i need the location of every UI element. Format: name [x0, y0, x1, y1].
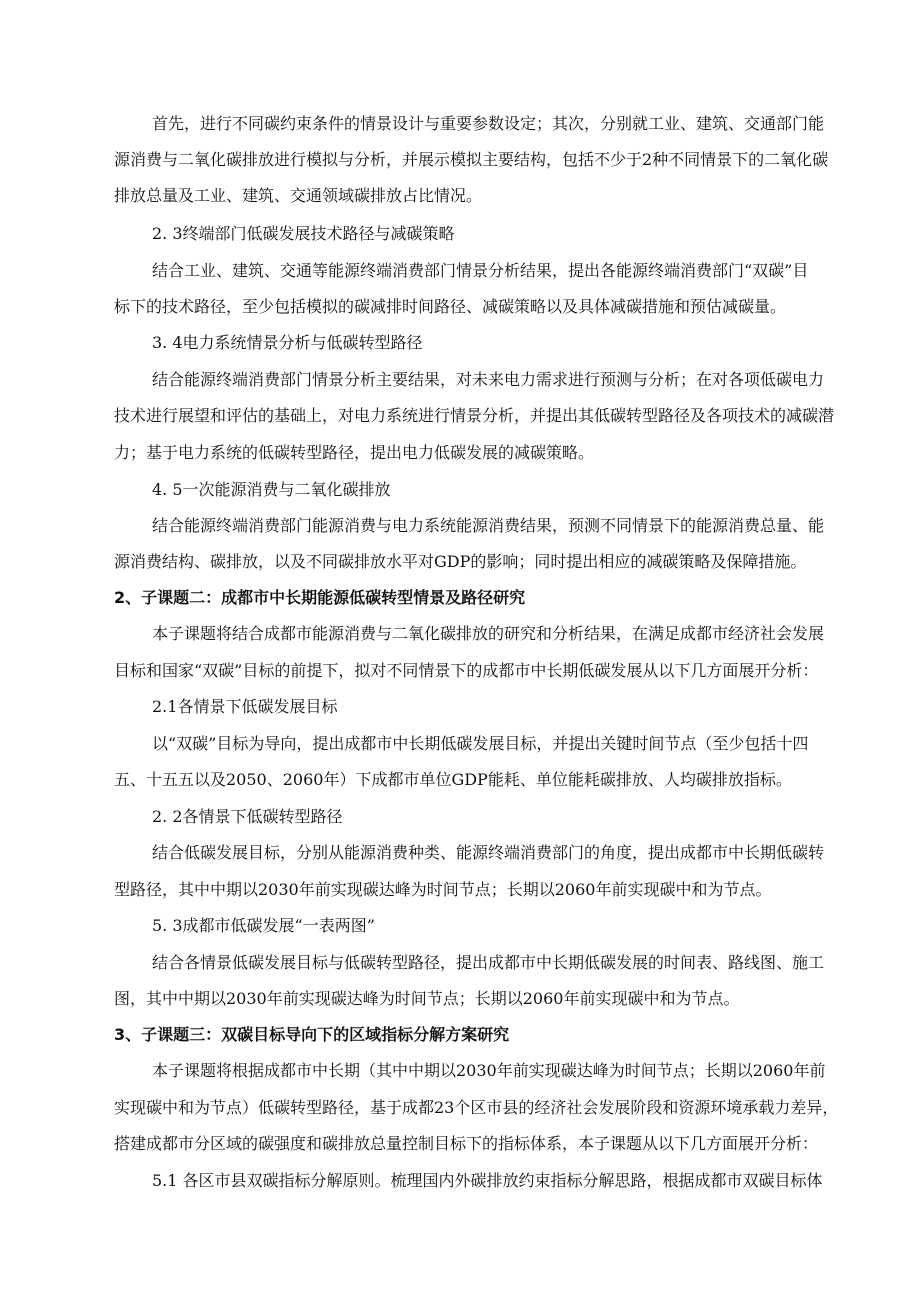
- subsection-title: 3. 4电力系统情景分析与低碳转型路径: [152, 333, 423, 352]
- paragraph-line: 技术进行展望和评估的基础上，对电力系统进行情景分析，并提出其低碳转型路径及各项技术的减碳潜: [114, 406, 835, 425]
- paragraph-line: 图，其中中期以2030年前实现碳达峰为时间节点；长期以2060年前实现碳中和为节点。: [114, 989, 740, 1008]
- subsection-title: 2. 3终端部门低碳发展技术路径与减碳策略: [152, 224, 455, 243]
- paragraph-line: 标下的技术路径，至少包括模拟的碳减排时间路径、减碳策略以及具体减碳措施和预估减碳量。: [114, 297, 787, 316]
- paragraph-line: 搭建成都市分区域的碳强度和碳排放总量控制目标下的指标体系，本子课题从以下几方面展开分析：: [114, 1134, 819, 1153]
- subsection-title: 2.1各情景下低碳发展目标: [152, 697, 338, 716]
- paragraph-line: 力；基于电力系统的低碳转型路径，提出电力低碳发展的减碳策略。: [114, 443, 595, 462]
- paragraph-line: 5.1 各区市县双碳指标分解原则。梳理国内外碳排放约束指标分解思路，根据成都市双碳目标体: [152, 1171, 823, 1190]
- subsection-title: 5. 3成都市低碳发展“一表两图”: [152, 916, 375, 935]
- paragraph-line: 实现碳中和为节点）低碳转型路径，基于成都23个区市县的经济社会发展阶段和资源环境承载力差异，: [114, 1098, 839, 1117]
- section-heading: 2、子课题二：成都市中长期能源低碳转型情景及路径研究: [114, 588, 526, 607]
- paragraph-line: 结合能源终端消费部门情景分析主要结果，对未来电力需求进行预测与分析；在对各项低碳电力: [152, 370, 825, 389]
- paragraph-line: 首先，进行不同碳约束条件的情景设计与重要参数设定；其次，分别就工业、建筑、交通部门能: [152, 114, 825, 133]
- paragraph-line: 源消费结构、碳排放，以及不同碳排放水平对GDP的影响；同时提出相应的减碳策略及保障措施。: [114, 552, 807, 571]
- paragraph-line: 结合低碳发展目标，分别从能源消费种类、能源终端消费部门的角度，提出成都市中长期低碳转: [152, 843, 825, 862]
- paragraph-line: 结合各情景低碳发展目标与低碳转型路径，提出成都市中长期低碳发展的时间表、路线图、施工: [152, 953, 825, 972]
- paragraph-line: 结合能源终端消费部门能源消费与电力系统能源消费结果，预测不同情景下的能源消费总量、能: [152, 516, 825, 535]
- paragraph-line: 源消费与二氧化碳排放进行模拟与分析，并展示模拟主要结构，包括不少于2种不同情景下的二氧化碳: [114, 150, 829, 169]
- subsection-title: 4. 5一次能源消费与二氧化碳排放: [152, 480, 391, 499]
- section-heading: 3、子课题三：双碳目标导向下的区域指标分解方案研究: [114, 1025, 510, 1044]
- paragraph-line: 结合工业、建筑、交通等能源终端消费部门情景分析结果，提出各能源终端消费部门“双碳”目: [152, 261, 809, 280]
- subsection-title: 2. 2各情景下低碳转型路径: [152, 807, 343, 826]
- paragraph-line: 排放总量及工业、建筑、交通领域碳排放占比情况。: [114, 186, 483, 205]
- paragraph-line: 型路径，其中中期以2030年前实现碳达峰为时间节点；长期以2060年前实现碳中和为节点。: [114, 880, 772, 899]
- paragraph-line: 本子课题将根据成都市中长期（其中中期以2030年前实现碳达峰为时间节点；长期以2060年前: [152, 1061, 826, 1080]
- paragraph-line: 目标和国家“双碳”目标的前提下，拟对不同情景下的成都市中长期低碳发展从以下几方面展开分析：: [114, 661, 819, 680]
- paragraph-line: 本子课题将结合成都市能源消费与二氧化碳排放的研究和分析结果，在满足成都市经济社会发展: [152, 624, 825, 643]
- paragraph-line: 五、十五五以及2050、2060年）下成都市单位GDP能耗、单位能耗碳排放、人均碳排放指标。: [114, 770, 792, 789]
- paragraph-line: 以“双碳”目标为导向，提出成都市中长期低碳发展目标，并提出关键时间节点（至少包括十四: [152, 734, 809, 753]
